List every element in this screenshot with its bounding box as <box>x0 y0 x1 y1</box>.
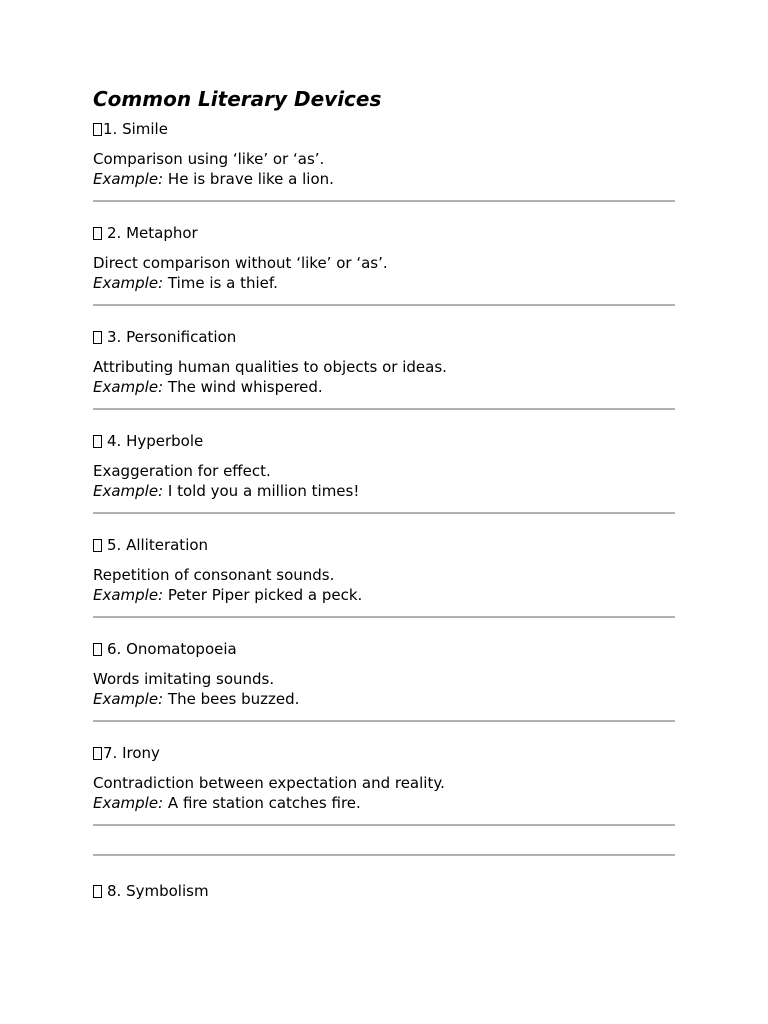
device-heading <box>93 536 675 554</box>
device-heading-text: 5. Alliteration <box>107 536 209 554</box>
device-heading <box>93 224 675 242</box>
device-heading-text: 4. Hyperbole <box>107 432 204 450</box>
example-label: Example: <box>93 378 164 396</box>
document-page <box>93 84 675 900</box>
device-description: Comparison using ‘like’ or ‘as’. <box>93 150 325 168</box>
device-description: Direct comparison without ‘like’ or ‘as’. <box>93 254 388 272</box>
device-example <box>93 585 675 605</box>
device-heading <box>93 328 675 346</box>
divider <box>93 720 675 722</box>
device-hyperbole <box>93 432 675 514</box>
example-label: Example: <box>93 274 164 292</box>
divider <box>93 824 675 826</box>
example-label: Example: <box>93 586 164 604</box>
example-text: A fire station catches fire. <box>163 794 361 812</box>
missing-glyph-icon <box>93 123 102 136</box>
missing-glyph-icon <box>93 643 102 656</box>
divider <box>93 512 675 514</box>
device-personification <box>93 328 675 410</box>
example-text: I told you a million times! <box>163 482 360 500</box>
device-heading <box>93 882 675 900</box>
device-symbolism <box>93 882 675 900</box>
device-example <box>93 273 675 293</box>
device-heading <box>93 120 675 138</box>
device-example <box>93 793 675 813</box>
example-text: Time is a thief. <box>163 274 278 292</box>
missing-glyph-icon <box>93 885 102 898</box>
device-description: Repetition of consonant sounds. <box>93 566 335 584</box>
device-heading-text: 3. Personification <box>107 328 237 346</box>
example-label: Example: <box>93 482 164 500</box>
example-text: He is brave like a lion. <box>163 170 334 188</box>
example-label: Example: <box>93 690 164 708</box>
example-label: Example: <box>93 794 164 812</box>
divider <box>93 408 675 410</box>
device-heading-text: 8. Symbolism <box>107 882 209 900</box>
device-description: Words imitating sounds. <box>93 670 275 688</box>
divider <box>93 854 675 856</box>
device-example <box>93 481 675 501</box>
device-heading-text: 1. Simile <box>103 120 168 138</box>
device-heading-text: 2. Metaphor <box>107 224 198 242</box>
device-onomatopoeia <box>93 640 675 722</box>
device-description: Attributing human qualities to objects or ideas. <box>93 358 447 376</box>
device-heading-text: 6. Onomatopoeia <box>107 640 237 658</box>
device-alliteration <box>93 536 675 618</box>
page-title: Common Literary Devices <box>93 87 382 111</box>
device-example <box>93 689 675 709</box>
device-heading <box>93 432 675 450</box>
example-text: The wind whispered. <box>163 378 323 396</box>
example-text: The bees buzzed. <box>163 690 300 708</box>
device-example <box>93 169 675 189</box>
divider <box>93 304 675 306</box>
missing-glyph-icon <box>93 331 102 344</box>
missing-glyph-icon <box>93 435 102 448</box>
divider <box>93 200 675 202</box>
device-irony <box>93 744 675 856</box>
device-example <box>93 377 675 397</box>
device-heading <box>93 640 675 658</box>
missing-glyph-icon <box>93 747 102 760</box>
device-metaphor <box>93 224 675 306</box>
missing-glyph-icon <box>93 539 102 552</box>
device-simile <box>93 120 675 202</box>
example-text: Peter Piper picked a peck. <box>163 586 363 604</box>
device-heading-text: 7. Irony <box>103 744 160 762</box>
example-label: Example: <box>93 170 164 188</box>
device-heading <box>93 744 675 762</box>
device-description: Exaggeration for effect. <box>93 462 271 480</box>
divider <box>93 616 675 618</box>
device-description: Contradiction between expectation and reality. <box>93 774 445 792</box>
missing-glyph-icon <box>93 227 102 240</box>
